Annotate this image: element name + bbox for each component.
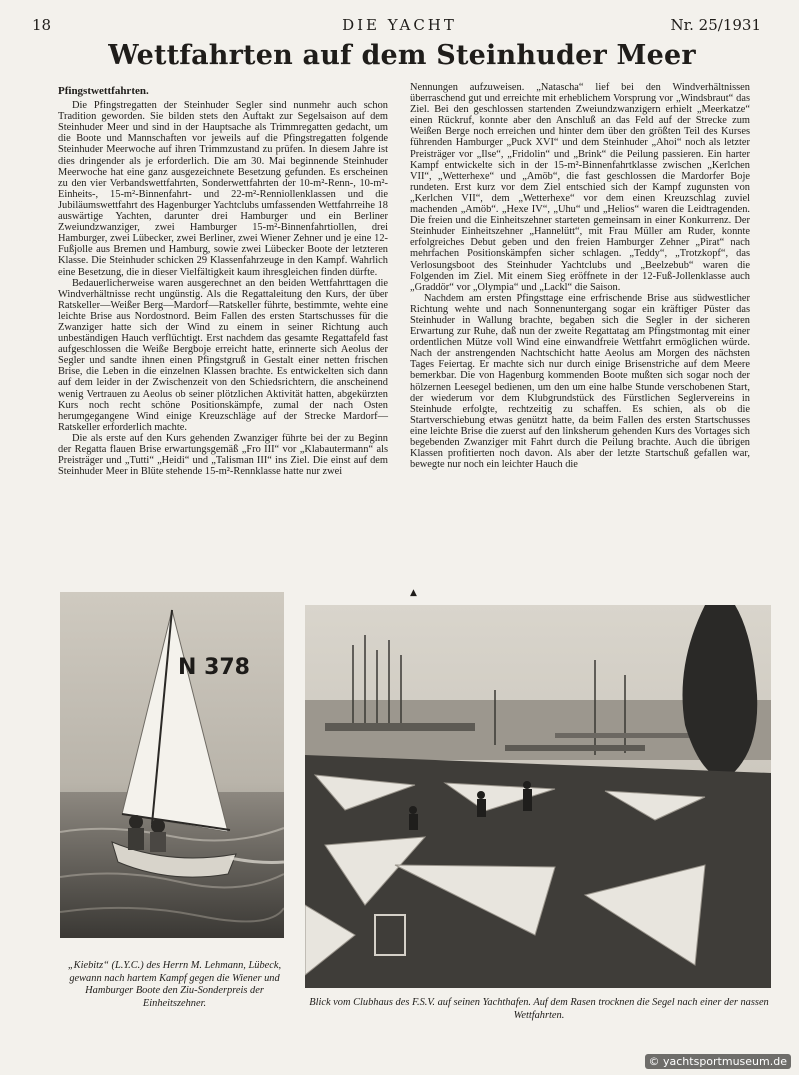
caption-dinghy: „Kiebitz“ (L.Y.C.) des Herrn M. Lehmann, Lübeck, gewann nach hartem Kampf gegen die Wiener und Hamburger Boote den Ziu-Sonderpreis der Einheitszehner. xyxy=(67,960,282,1009)
issue-number: Nr. 25/1931 xyxy=(670,16,761,34)
photo-dinghy xyxy=(60,592,284,938)
page-number: 18 xyxy=(32,16,52,34)
dinghy-illustration xyxy=(60,592,284,938)
photo-yacht-harbour xyxy=(305,605,771,988)
article-title: Wettfahrten auf dem Steinhuder Meer xyxy=(108,40,696,71)
paragraph: Nennungen aufzuweisen. „Natascha“ lief bei den Windverhältnissen überraschend gut und erreichte mit erheblichem Vorsprung vor „Windsbraut“ das Ziel. Bei den geschlossen startenden Zweiundzwanzigern erhielt „Meerkatze“ einen Rückruf, konnte aber den Anschluß an das Feld auf der Strecke zum Weißen Berge noch erreichen und hinter dem über den größten Teil des Kurses führenden Hamburger „Puck XVI“ und dem Steinhuder „Ahoi“ noch als letzter Preisträger vor „Ilse“, „Fridolin“ und „Brink“ die Peilung passieren. Ein harter Kampf entwickelte sich in der 15-m²-Binnenfahrtklasse zwischen „Kerlchen VII“, „Wetterhexe“ und „Amöb“, die fast geschlossen die Mardorfer Boje rundeten. Erst kurz vor dem Ziel entschied sich der Kampf zugunsten von „Kerlchen VII“, dem „Wetterhexe“ vor dem einen Kreuzschlag zuviel machenden „Amöb“. „Hexe IV“, „Uhu“ und „Helios“ waren die Leidtragenden. Die freien und die Einheitszehner starteten gemeinsam in einer Konkurrenz. Der Steinhuder Einheitszehner „Hannelütt“, mit Frau Müller am Ruder, konnte erfolgreiches Debut geben und den freien Hamburger Zehner „Pirat“ nach mehrfachen Positionskämpfen sicher schlagen. „Teddy“, „Trotzkopf“, das Verlosungsboot des Steinhuder Yachtclubs und „Beelzebub“ waren die Folgenden im Ziel. Mit einem Sieg eröffnete in der 12-Fuß-Jollenklasse auch „Graddör“ vor „Olympia“ und „Lackl“ die Saison. xyxy=(410,82,750,293)
text-column-right xyxy=(410,82,750,470)
paragraph: Nachdem am ersten Pfingsttage eine erfrischende Brise aus südwestlicher Richtung wehte und nach Sonnenuntergang sogar ein kräftiger Püster das Steinhuder in Wallung brachte, begaben sich die Segler in der sicheren Erwartung zur Ruhe, daß nun der zweite Regattatag am Pfingstmontag mit einer ordentlichen Mütze voll Wind eine einwandfreie Wettfahrt ermöglichen würde. Nach der anstrengenden Nachtschicht hatte Aeolus am Morgen des nächsten Tages Feiertag. Er machte sich nur durch einige Brisenstriche auf dem Meere bemerkbar. Die von Hagenburg kommenden Boote mußten sich sogar noch der hölzernen Leesegel bedienen, um den um eine halbe Stunde verschobenen Start, der wiederum vor dem Klubgrundstück des Fürstlichen Seglervereins in Steinhude erfolgte, rechtzeitig zu schaffen. Es schien, als ob die Startverschiebung etwas genützt hatte, da beim Fallen des ersten Startschusses eine leichte Brise die zuerst auf den linksherum gehenden Kurs des Vortages sich begebenden Zwanziger mit Fahrt durch die Peilung brachte. Auch die übrigen Klassen profitierten noch davon. Als aber der letzte Startschuß gefallen war, bewegte nur noch ein leichter Hauch die xyxy=(410,292,750,471)
paragraph: Die Pfingstregatten der Steinhuder Segler sind nunmehr auch schon Tradition geworden. Sie bilden stets den Auftakt zur Segelsaison auf dem Steinhuder Meer und sind in der Hauptsache als Trimmregatten gedacht, um die Boote und Mannschaften vor jeweils auf die Pfingstregatten folgende Steinhuder Meerwoche auf ihren Trimmzustand zu prüfen. In diesem Jahre ist dies dringender als je erforderlich. Die am 30. Mai beginnende Steinhuder Meerwoche hat eine ganz ausgezeichnete Besetzung gefunden. Es erscheinen zu den vier Verbandswettfahrten, Sonderwettfahrten der 10-m²-Renn-, 10-m²-Einheits-, 15-m²-Binnenfahrt- und 22-m²-Renniollenklassen und die Jubiläumswettfahrt des Hagenburger Yachtclubs umfassenden Wettfahrreihe 18 auswärtige Yachten, darunter drei Hamburger und ein Berliner Zweiundzwanziger, zwei Hamburger 15-m²-Binnenfahrtiollen, drei Hamburger, zwei Lübecker, zwei Berliner, zwei Wiener Zehner und je eine 12-Fußjolle aus Bremen und Hamburg, sowie zwei Lübecker Boote der letzteren Klasse. Die Steinhuder schicken 29 Klassenfahrzeuge in den Kampf. Wahrlich eine Besetzung, die in dieser Vielfältigkeit kaum ihresgleichen finden dürfte. xyxy=(58,100,388,278)
magazine-name: DIE YACHT xyxy=(342,16,457,34)
sail-number: N 378 xyxy=(178,655,250,680)
separator-mark: ▲ xyxy=(410,588,417,598)
section-subhead: Pfingstwettfahrten. xyxy=(58,85,149,97)
harbour-illustration xyxy=(305,605,771,988)
paragraph: Die als erste auf den Kurs gehenden Zwanziger führte bei der zu Beginn der Regatta flauen Brise erwartungsgemäß „Fro III“ vor „Klabautermann“ als Preisträger und „Tutti“ „Heidi“ und „Talisman III“ ins Ziel. Die einst auf dem Steinhuder Meer in Blüte stehende 15-m²-Rennklasse hatte nur zwei xyxy=(58,432,388,478)
running-header xyxy=(0,10,799,32)
watermark-credit: © yachtsportmuseum.de xyxy=(645,1054,791,1069)
text-column-left xyxy=(58,82,388,477)
caption-harbour: Blick vom Clubhaus des F.S.V. auf seinen Yachthafen. Auf dem Rasen trocknen die Segel nach einer der nassen Wettfahrten. xyxy=(309,997,769,1021)
paragraph: Bedauerlicherweise waren ausgerechnet an den beiden Wettfahrttagen die Windverhältnisse recht ungünstig. Als die Regattaleitung den Kurs, der über Ratskeller—Weißer Berg—Mardorf—Ratskeller führte, bestimmte, wehte eine leichte Brise aus Nordostnord. Beim Fallen des ersten Startschusses für die Zwanziger hatte sich der Wind zu einem in seiner Richtung auch unbeständigen Hauch verflüchtigt. Erst nachdem das gesamte Regattafeld fast aufgeschlossen die Weiße Bergboje erreicht hatte, erinnerte sich Aeolus der Segler und sandte ihnen einen Pfingstgruß in Gestalt einer netten frischen Brise, die Leben in die einzelnen Klassen brachte. Es entwickelten sich dann auf dem leider in der Zwischenzeit von den Schiedsrichtern, die anscheinend wenig Vertrauen zu Aeolus ob seiner plötzlichen Aktivität hatten, abgekürzten Kurs noch recht schöne Positionskämpfe, zumal der nach Osten herumgegangene Wind einige Kreuzschläge auf der Strecke Mardorf—Ratskeller erforderlich machte. xyxy=(58,277,388,433)
